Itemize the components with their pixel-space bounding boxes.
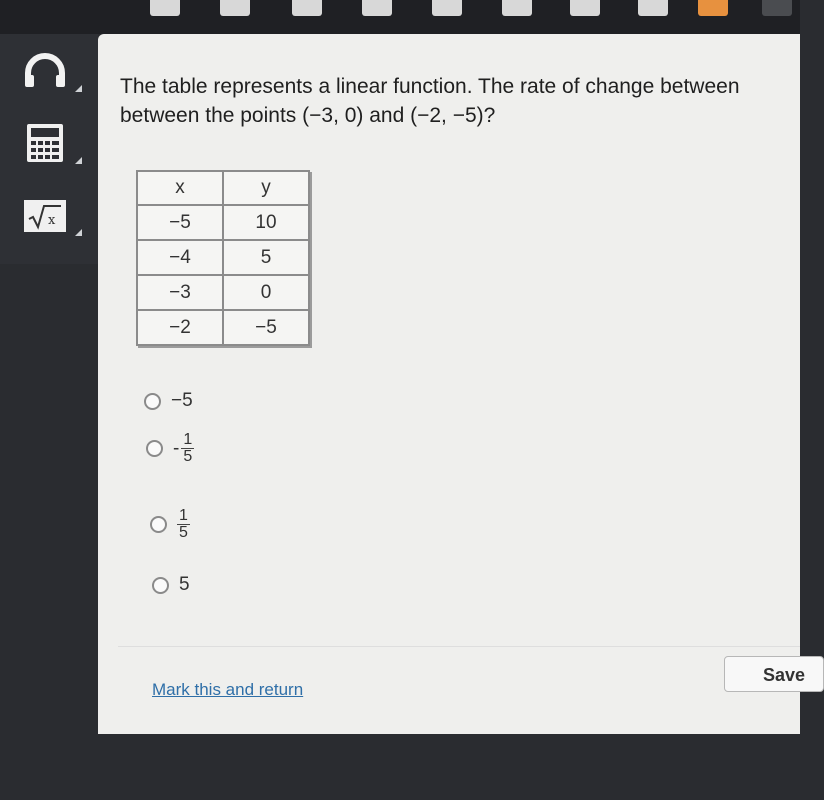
table-row [137,240,309,275]
table-row [137,310,309,345]
answer-option-b[interactable] [146,432,194,465]
answer-option-d[interactable] [152,574,190,596]
mark-and-return-link[interactable]: Mark this and return [152,680,304,699]
cell-x: −4 [137,240,223,275]
answer-option-a[interactable] [144,390,193,412]
question-line-2: between the points (−3, 0) and (−2, −5)? [120,104,496,127]
toolbar-button[interactable] [570,0,600,16]
radio-button[interactable] [144,393,161,410]
tool-rail [0,34,98,264]
question-line-1: The table represents a linear function. The rate of change between [120,75,740,98]
save-button[interactable]: Save [724,656,824,692]
denominator: 5 [183,448,193,465]
toolbar-button-active[interactable] [698,0,728,16]
minus-sign: - [173,437,180,459]
answer-option-c[interactable] [150,508,190,541]
toolbar-button[interactable] [150,0,180,16]
headphones-icon [22,53,68,89]
toolbar-button[interactable] [638,0,668,16]
divider [118,646,800,647]
cell-x: −3 [137,275,223,310]
column-header-y: y [223,171,309,205]
table-row [137,275,309,310]
numerator: 1 [183,431,193,448]
table-row [137,205,309,240]
radio-button[interactable] [150,516,167,533]
svg-text:x: x [48,213,56,228]
fraction [177,508,190,541]
square-root-icon [23,197,67,233]
headphones-tool[interactable] [14,48,76,94]
radio-button[interactable] [146,440,163,457]
option-label: 5 [179,574,190,595]
toolbar-button[interactable] [762,0,792,16]
toolbar-button[interactable] [220,0,250,16]
calculator-icon [26,123,64,163]
numerator: 1 [179,507,188,524]
top-toolbar [0,0,800,34]
toolbar-button[interactable] [432,0,462,16]
formula-tool[interactable] [14,192,76,238]
cell-x: −2 [137,310,223,345]
question-text [120,72,820,130]
question-panel [98,34,806,734]
cell-y: −5 [223,310,309,345]
cell-y: 10 [223,205,309,240]
option-label: −5 [171,390,193,411]
fraction [173,432,194,465]
cell-y: 5 [223,240,309,275]
radio-button[interactable] [152,577,169,594]
cell-x: −5 [137,205,223,240]
toolbar-button[interactable] [362,0,392,16]
function-table [136,170,310,346]
denominator: 5 [179,524,188,541]
column-header-x: x [137,171,223,205]
toolbar-button[interactable] [502,0,532,16]
calculator-tool[interactable] [14,120,76,166]
toolbar-button[interactable] [292,0,322,16]
cell-y: 0 [223,275,309,310]
table-header-row [137,171,309,205]
